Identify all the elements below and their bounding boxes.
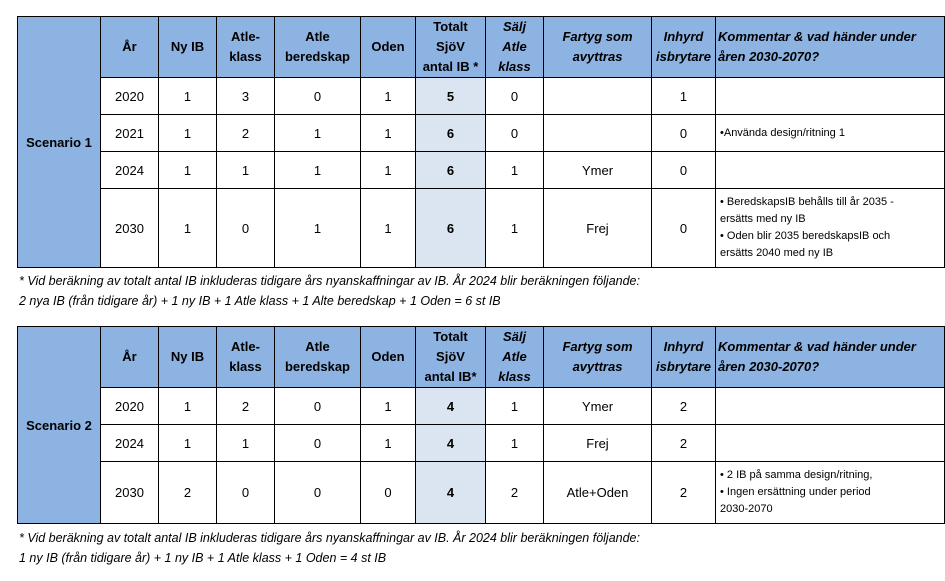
header-year: År bbox=[101, 327, 159, 388]
cell-year: 2021 bbox=[101, 115, 159, 152]
cell-vessel: Atle+Oden bbox=[544, 462, 652, 524]
cell-hired: 1 bbox=[652, 78, 716, 115]
scenario-2-table bbox=[17, 326, 945, 524]
cell-atle-ready: 1 bbox=[275, 115, 361, 152]
cell-total: 6 bbox=[416, 189, 486, 268]
cell-total: 5 bbox=[416, 78, 486, 115]
cell-total: 4 bbox=[416, 462, 486, 524]
cell-new-ib: 2 bbox=[159, 462, 217, 524]
cell-oden: 1 bbox=[361, 115, 416, 152]
cell-oden: 0 bbox=[361, 462, 416, 524]
cell-year: 2024 bbox=[101, 425, 159, 462]
table-row bbox=[18, 425, 945, 462]
cell-atle-class: 2 bbox=[217, 388, 275, 425]
header-oden: Oden bbox=[361, 327, 416, 388]
cell-comment bbox=[716, 425, 945, 462]
scenario-1-table bbox=[17, 16, 945, 268]
cell-comment: •Använda design/ritning 1 bbox=[716, 115, 945, 152]
cell-oden: 1 bbox=[361, 189, 416, 268]
cell-hired: 0 bbox=[652, 115, 716, 152]
table-row bbox=[18, 388, 945, 425]
table-row bbox=[18, 152, 945, 189]
footnote-1-line-1: * Vid beräkning av totalt antal IB inkluderas tidigare års nyanskaffningar av IB. År 2024 blir beräkningen följande: bbox=[19, 274, 640, 288]
header-vessel: Fartyg som avyttras bbox=[544, 327, 652, 388]
cell-atle-class: 0 bbox=[217, 462, 275, 524]
cell-atle-class: 3 bbox=[217, 78, 275, 115]
cell-year: 2030 bbox=[101, 462, 159, 524]
cell-vessel: Ymer bbox=[544, 152, 652, 189]
cell-hired: 2 bbox=[652, 388, 716, 425]
cell-total: 4 bbox=[416, 388, 486, 425]
footnote-2-line-1: * Vid beräkning av totalt antal IB inkluderas tidigare års nyanskaffningar av IB. År 2024 blir beräkningen följande: bbox=[19, 531, 640, 545]
cell-new-ib: 1 bbox=[159, 189, 217, 268]
cell-comment bbox=[716, 152, 945, 189]
cell-new-ib: 1 bbox=[159, 425, 217, 462]
cell-year: 2024 bbox=[101, 152, 159, 189]
cell-total: 4 bbox=[416, 425, 486, 462]
cell-new-ib: 1 bbox=[159, 78, 217, 115]
cell-oden: 1 bbox=[361, 388, 416, 425]
scenario-label: Scenario 1 bbox=[18, 17, 101, 268]
header-total: Totalt SjöV antal IB * bbox=[416, 17, 486, 78]
table-row bbox=[18, 189, 945, 268]
scenario-label: Scenario 2 bbox=[18, 327, 101, 524]
cell-oden: 1 bbox=[361, 152, 416, 189]
cell-atle-ready: 1 bbox=[275, 189, 361, 268]
footnote-1-line-2: 2 nya IB (från tidigare år) + 1 ny IB + 1 Atle klass + 1 Alte beredskap + 1 Oden = 6 st IB bbox=[19, 294, 501, 308]
cell-atle-class: 1 bbox=[217, 152, 275, 189]
header-year: År bbox=[101, 17, 159, 78]
cell-sell: 0 bbox=[486, 115, 544, 152]
cell-oden: 1 bbox=[361, 78, 416, 115]
cell-comment bbox=[716, 78, 945, 115]
cell-sell: 2 bbox=[486, 462, 544, 524]
header-sell: Sälj Atle klass bbox=[486, 17, 544, 78]
cell-year: 2020 bbox=[101, 78, 159, 115]
cell-total: 6 bbox=[416, 152, 486, 189]
header-sell: Sälj Atle klass bbox=[486, 327, 544, 388]
header-atle-ready: Atle beredskap bbox=[275, 327, 361, 388]
cell-atle-class: 1 bbox=[217, 425, 275, 462]
header-atle-ready: Atle beredskap bbox=[275, 17, 361, 78]
cell-sell: 1 bbox=[486, 388, 544, 425]
cell-comment: • BeredskapsIB behålls till år 2035 - ersätts med ny IB • Oden blir 2035 beredskapsIB och ersätts 2040 med ny IB bbox=[716, 189, 945, 268]
header-new-ib: Ny IB bbox=[159, 327, 217, 388]
footnote-2-line-2: 1 ny IB (från tidigare år) + 1 ny IB + 1 Atle klass + 1 Oden = 4 st IB bbox=[19, 551, 387, 565]
cell-vessel: Frej bbox=[544, 425, 652, 462]
header-atle-class: Atle- klass bbox=[217, 327, 275, 388]
header-comment: Kommentar & vad händer under åren 2030-2070? bbox=[716, 17, 945, 78]
cell-year: 2020 bbox=[101, 388, 159, 425]
cell-vessel bbox=[544, 115, 652, 152]
cell-vessel: Frej bbox=[544, 189, 652, 268]
cell-comment bbox=[716, 388, 945, 425]
cell-hired: 0 bbox=[652, 152, 716, 189]
cell-atle-ready: 0 bbox=[275, 462, 361, 524]
cell-vessel: Ymer bbox=[544, 388, 652, 425]
header-hired: Inhyrd isbrytare bbox=[652, 17, 716, 78]
cell-new-ib: 1 bbox=[159, 388, 217, 425]
cell-atle-class: 2 bbox=[217, 115, 275, 152]
table-row bbox=[18, 78, 945, 115]
cell-sell: 1 bbox=[486, 189, 544, 268]
cell-sell: 0 bbox=[486, 78, 544, 115]
table-row bbox=[18, 115, 945, 152]
header-hired: Inhyrd isbrytare bbox=[652, 327, 716, 388]
cell-hired: 0 bbox=[652, 189, 716, 268]
header-oden: Oden bbox=[361, 17, 416, 78]
cell-atle-ready: 0 bbox=[275, 388, 361, 425]
header-vessel: Fartyg som avyttras bbox=[544, 17, 652, 78]
header-new-ib: Ny IB bbox=[159, 17, 217, 78]
cell-sell: 1 bbox=[486, 152, 544, 189]
cell-vessel bbox=[544, 78, 652, 115]
cell-hired: 2 bbox=[652, 425, 716, 462]
header-row bbox=[18, 327, 945, 388]
header-comment: Kommentar & vad händer under åren 2030-2070? bbox=[716, 327, 945, 388]
header-total: Totalt SjöV antal IB* bbox=[416, 327, 486, 388]
cell-new-ib: 1 bbox=[159, 152, 217, 189]
cell-atle-ready: 0 bbox=[275, 425, 361, 462]
cell-atle-class: 0 bbox=[217, 189, 275, 268]
cell-total: 6 bbox=[416, 115, 486, 152]
cell-atle-ready: 0 bbox=[275, 78, 361, 115]
cell-sell: 1 bbox=[486, 425, 544, 462]
cell-hired: 2 bbox=[652, 462, 716, 524]
cell-atle-ready: 1 bbox=[275, 152, 361, 189]
table-row bbox=[18, 462, 945, 524]
header-row bbox=[18, 17, 945, 78]
header-atle-class: Atle- klass bbox=[217, 17, 275, 78]
cell-year: 2030 bbox=[101, 189, 159, 268]
cell-oden: 1 bbox=[361, 425, 416, 462]
cell-new-ib: 1 bbox=[159, 115, 217, 152]
cell-comment: • 2 IB på samma design/ritning, • Ingen ersättning under period 2030-2070 bbox=[716, 462, 945, 524]
